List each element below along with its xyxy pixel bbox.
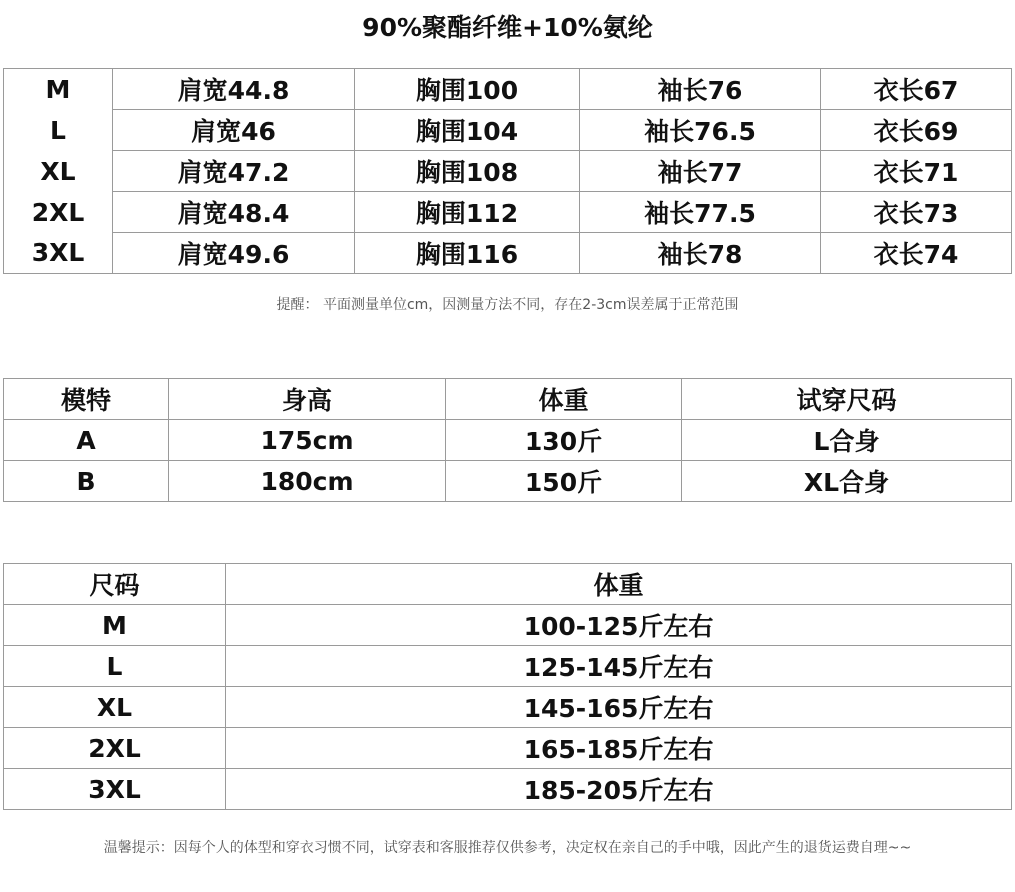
header-model: 模特 (4, 379, 169, 420)
chest-cell: 胸围108 (355, 151, 580, 192)
garment-length-cell: 衣长74 (821, 233, 1012, 274)
model-fit-size: XL合身 (682, 461, 1012, 502)
model-height: 175cm (169, 420, 446, 461)
table-row (4, 605, 1012, 646)
sleeve-length-cell: 袖长76 (580, 69, 821, 110)
table-header-row (4, 379, 1012, 420)
sleeve-length-cell: 袖长78 (580, 233, 821, 274)
model-weight: 130斤 (446, 420, 682, 461)
weight-range: 165-185斤左右 (226, 728, 1012, 769)
size-label: 2XL (4, 192, 113, 233)
garment-length-cell: 衣长73 (821, 192, 1012, 233)
model-id: B (4, 461, 169, 502)
table-row (4, 110, 1012, 151)
model-height: 180cm (169, 461, 446, 502)
size-label: 3XL (4, 769, 226, 810)
header-weight: 体重 (446, 379, 682, 420)
chest-cell: 胸围116 (355, 233, 580, 274)
sleeve-length-cell: 袖长77.5 (580, 192, 821, 233)
header-height: 身高 (169, 379, 446, 420)
table-header-row (4, 564, 1012, 605)
chest-cell: 胸围100 (355, 69, 580, 110)
chest-cell: 胸围104 (355, 110, 580, 151)
sleeve-length-cell: 袖长76.5 (580, 110, 821, 151)
table-row (4, 769, 1012, 810)
size-label: L (4, 646, 226, 687)
footer-note: 温馨提示：因每个人的体型和穿衣习惯不同，试穿表和客服推荐仅供参考，决定权在亲自己的手中哦，因此产生的退货运费自理~~ (103, 840, 912, 856)
measurement-note: 提醒： 平面测量单位cm，因测量方法不同，存在2-3cm误差属于正常范围 (276, 297, 739, 313)
size-label: M (4, 605, 226, 646)
shoulder-width-cell: 肩宽46 (113, 110, 355, 151)
table-row (4, 233, 1012, 274)
table-row (4, 646, 1012, 687)
chest-cell: 胸围112 (355, 192, 580, 233)
table-row (4, 687, 1012, 728)
weight-range: 185-205斤左右 (226, 769, 1012, 810)
shoulder-width-cell: 肩宽47.2 (113, 151, 355, 192)
table-row (4, 461, 1012, 502)
weight-range: 125-145斤左右 (226, 646, 1012, 687)
size-label: XL (4, 151, 113, 192)
table-row (4, 151, 1012, 192)
garment-length-cell: 衣长69 (821, 110, 1012, 151)
size-label: XL (4, 687, 226, 728)
garment-length-cell: 衣长67 (821, 69, 1012, 110)
header-weight: 体重 (226, 564, 1012, 605)
size-label: L (4, 110, 113, 151)
size-label: 2XL (4, 728, 226, 769)
table-row (4, 728, 1012, 769)
header-fit-size: 试穿尺码 (682, 379, 1012, 420)
size-weight-table (3, 563, 1012, 810)
model-id: A (4, 420, 169, 461)
page-title: 90%聚酯纤维+10%氨纶 (362, 13, 653, 42)
shoulder-width-cell: 肩宽48.4 (113, 192, 355, 233)
size-measurement-table (3, 68, 1012, 274)
table-row (4, 420, 1012, 461)
header-size: 尺码 (4, 564, 226, 605)
model-fit-table (3, 378, 1012, 502)
size-label: M (4, 69, 113, 110)
shoulder-width-cell: 肩宽49.6 (113, 233, 355, 274)
table-row (4, 192, 1012, 233)
weight-range: 100-125斤左右 (226, 605, 1012, 646)
garment-length-cell: 衣长71 (821, 151, 1012, 192)
size-label: 3XL (4, 233, 113, 274)
shoulder-width-cell: 肩宽44.8 (113, 69, 355, 110)
model-weight: 150斤 (446, 461, 682, 502)
sleeve-length-cell: 袖长77 (580, 151, 821, 192)
model-fit-size: L合身 (682, 420, 1012, 461)
table-row (4, 69, 1012, 110)
weight-range: 145-165斤左右 (226, 687, 1012, 728)
